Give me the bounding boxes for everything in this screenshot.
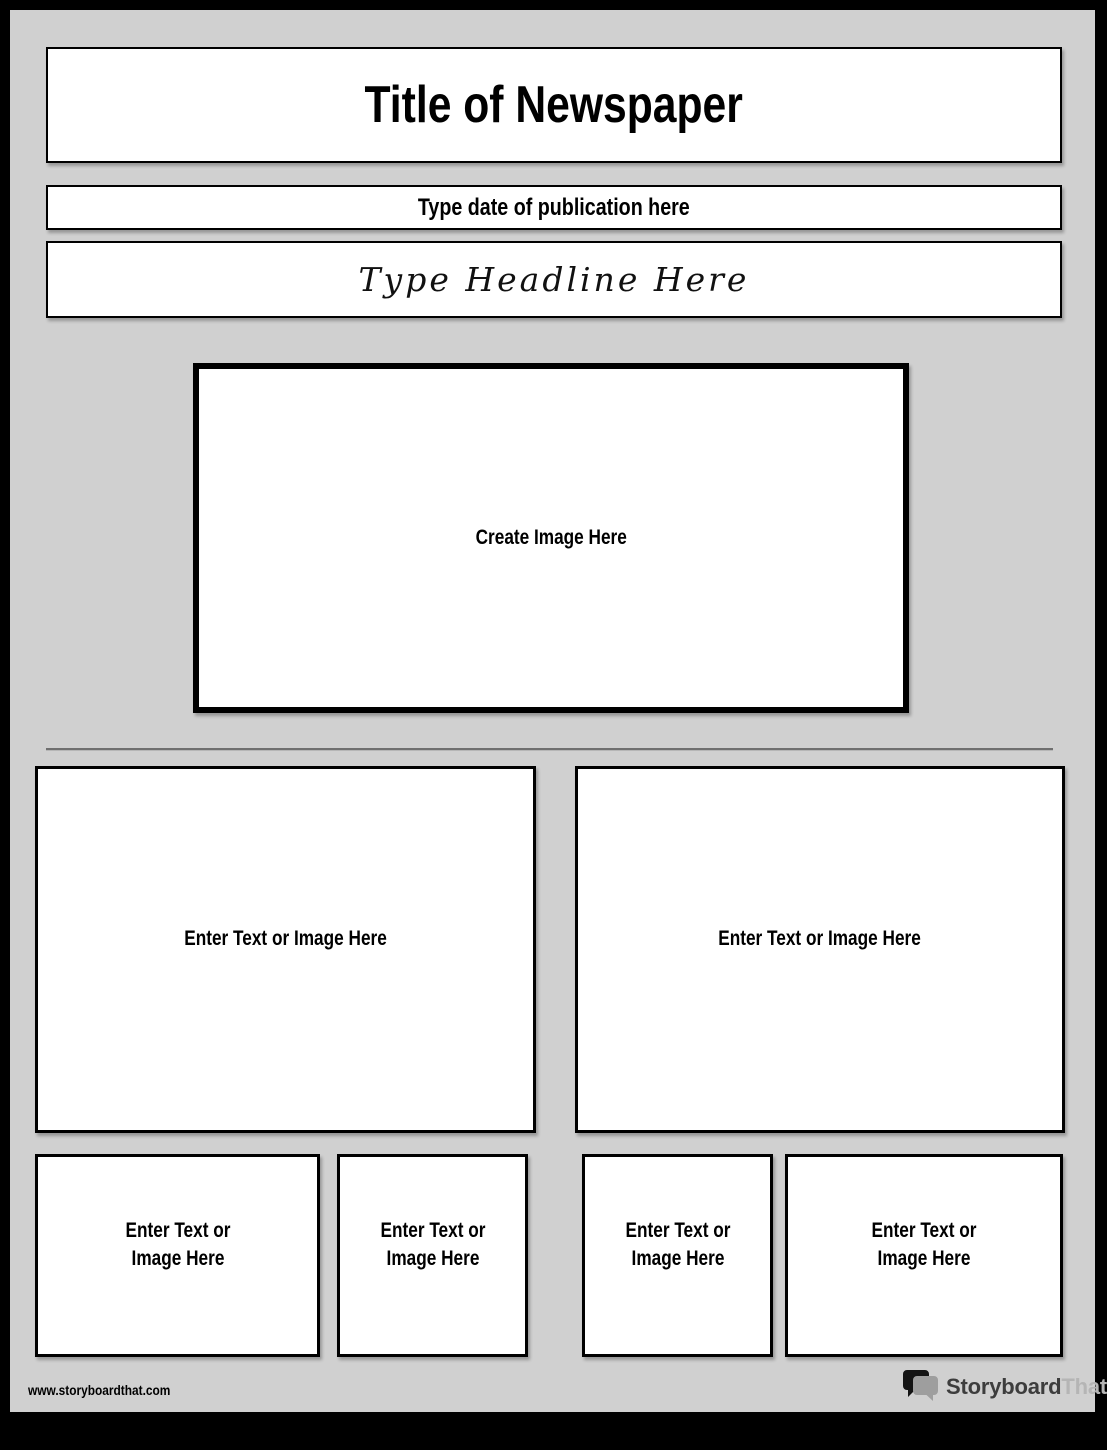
small-box-placeholder-text: Enter Text or Image Here — [125, 1219, 230, 1270]
speech-bubbles-icon — [903, 1370, 939, 1404]
article-box-left[interactable] — [35, 766, 536, 1133]
section-divider — [46, 748, 1053, 751]
newspaper-title-text: Title of Newspaper — [364, 76, 744, 134]
newspaper-template-page — [10, 10, 1107, 1412]
small-box-placeholder-text: Enter Text or Image Here — [625, 1219, 730, 1270]
main-image-placeholder-text: Create Image Here — [475, 526, 627, 549]
article-placeholder-text: Enter Text or Image Here — [184, 926, 387, 950]
small-content-box-2[interactable] — [337, 1154, 528, 1357]
small-box-placeholder-text: Enter Text or Image Here — [871, 1219, 977, 1270]
publication-date-text: Type date of publication here — [418, 193, 690, 221]
article-placeholder-text: Enter Text or Image Here — [718, 926, 922, 950]
headline-box[interactable] — [46, 241, 1062, 318]
publication-date-box[interactable] — [46, 185, 1062, 230]
small-content-box-1[interactable] — [35, 1154, 320, 1357]
newspaper-title-box[interactable] — [46, 47, 1062, 163]
small-content-box-4[interactable] — [785, 1154, 1063, 1357]
small-content-box-3[interactable] — [582, 1154, 773, 1357]
website-url-text: www.storyboardthat.com — [28, 1382, 171, 1398]
article-box-right[interactable] — [575, 766, 1065, 1133]
storyboardthat-logo — [903, 1362, 1107, 1412]
headline-text: Type Headline Here — [358, 260, 750, 299]
logo-wordmark: StoryboardThat — [946, 1374, 1107, 1399]
main-image-placeholder-box[interactable] — [193, 363, 909, 713]
small-box-placeholder-text: Enter Text or Image Here — [380, 1219, 485, 1270]
